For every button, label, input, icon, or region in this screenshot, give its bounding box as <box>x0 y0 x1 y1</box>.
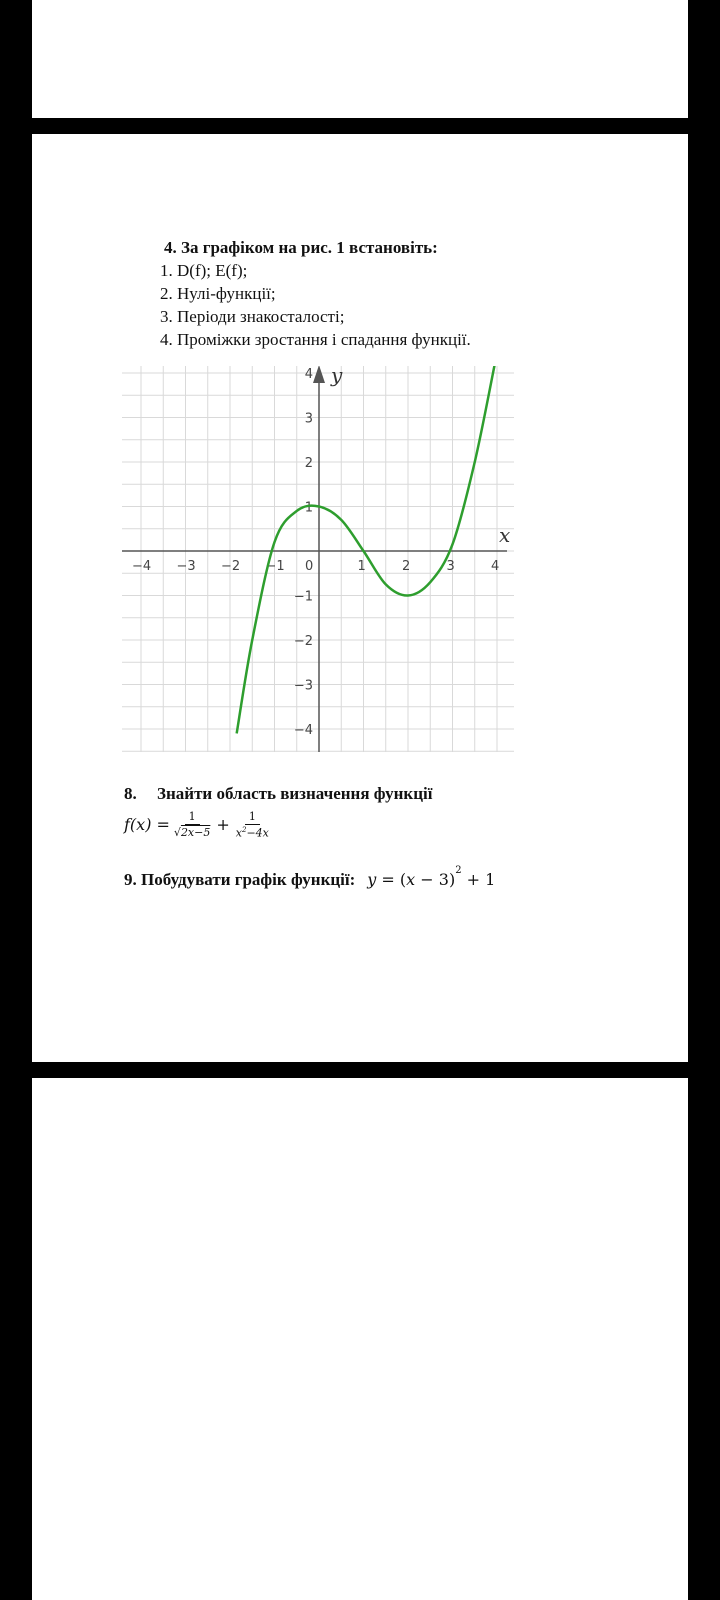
task9 <box>124 864 496 890</box>
x-tick-label: 4 <box>491 559 500 574</box>
radicand: 2x−5 <box>180 826 211 840</box>
task4-title: 4. За графіком на рис. 1 встановіть: <box>164 238 438 257</box>
y-tick-label: −2 <box>293 634 313 649</box>
y-tick-label: 1 <box>304 500 313 516</box>
x-tick-label: −2 <box>221 559 241 574</box>
eq-y: y <box>367 870 377 889</box>
eq-rest: − 3) <box>415 870 456 889</box>
y-axis-label: y <box>331 366 343 387</box>
y-axis-arrow <box>313 366 325 383</box>
eq-exponent: 2 <box>455 864 462 876</box>
task9-equation <box>367 864 496 889</box>
formula-lhs: f(x) = <box>124 815 170 835</box>
task4-item: 1. D(f); E(f); <box>160 261 248 280</box>
y-tick-label: 2 <box>304 456 313 471</box>
task4-item: 4. Проміжки зростання і спадання функції. <box>160 330 471 349</box>
x-tick-label: −1 <box>265 559 285 574</box>
fraction-1-numerator: 1 <box>185 810 200 825</box>
page-top <box>32 0 688 118</box>
x-tick-label: 2 <box>402 559 411 574</box>
task4-item: 3. Періоди знакосталості; <box>160 307 345 326</box>
y-tick-label: −4 <box>293 723 313 738</box>
page-bottom <box>32 1078 688 1600</box>
task8-number: 8. <box>124 784 137 803</box>
fraction-2-numerator: 1 <box>245 810 260 825</box>
eq-end: + 1 <box>461 870 496 889</box>
eq-mid: = ( <box>376 870 407 889</box>
eq-x: x <box>406 870 416 889</box>
x-tick-label: −3 <box>176 559 196 574</box>
fraction-1 <box>174 810 210 839</box>
x-tick-label: 1 <box>357 559 366 574</box>
den-x: x <box>235 826 242 840</box>
function-graph <box>122 366 522 752</box>
x-tick-label: 3 <box>446 559 455 574</box>
task8-formula <box>124 810 273 840</box>
task8-text: Знайти область визначення функції <box>157 784 433 803</box>
y-tick-label: 3 <box>304 411 313 427</box>
den-exponent: 2 <box>241 826 247 834</box>
task9-label: 9. Побудувати графік функції: <box>124 870 356 889</box>
x-axis-label: x <box>499 523 511 547</box>
plus-sign: + <box>216 815 230 835</box>
x-tick-label: −4 <box>132 559 152 574</box>
fraction-2-denominator <box>236 825 269 840</box>
x-tick-label: 0 <box>305 559 314 574</box>
document-page <box>32 134 688 1062</box>
function-curve <box>237 366 495 733</box>
fraction-2 <box>236 810 269 840</box>
task8-title <box>124 784 432 804</box>
task4-item: 2. Нулі-функції; <box>160 284 276 303</box>
y-tick-label: 4 <box>304 367 313 382</box>
fraction-1-denominator: √2x−5 <box>173 826 211 840</box>
den-rest: −4x <box>246 826 269 840</box>
y-tick-label: −3 <box>293 678 313 694</box>
y-tick-label: −1 <box>293 589 313 605</box>
